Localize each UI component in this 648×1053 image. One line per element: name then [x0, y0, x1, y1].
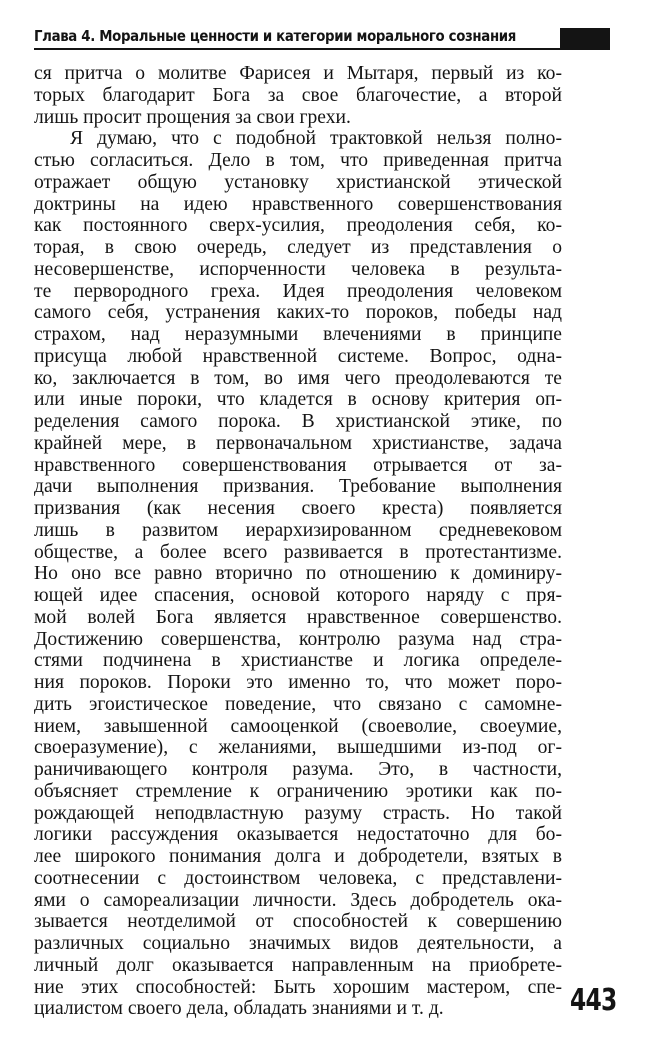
body-text	[34, 63, 562, 1020]
text-line: рождающей неподвластную разуму страсть. Но такой	[34, 802, 562, 824]
text-line: раничивающего контроля разума. Это, в частности,	[34, 759, 562, 780]
text-line: обществе, а более всего развивается в протестантизме.	[34, 541, 562, 563]
text-line: личный долг оказывается направленным на приобрете-	[34, 954, 562, 976]
text-line: объясняет стремление к ограничению эротики как по-	[34, 780, 562, 802]
text-line: присуща любой нравственной системе. Вопрос, одна-	[34, 345, 562, 367]
text-line: циалистом своего дела, обладать знаниями и т. д.	[34, 998, 444, 1020]
text-line: ющей идее спасения, основой которого наряду с пря-	[34, 585, 562, 606]
text-line: торых благодарит Бога за свое благочестие, а второй	[34, 84, 562, 106]
text-line: ко, заключается в том, во имя чего преодолеваются те	[34, 367, 562, 389]
text-line: лишь просит прощения за свои грехи.	[34, 106, 351, 128]
text-line: нием, завышенной самооценкой (своеволие, своеумие,	[34, 715, 562, 737]
text-line: дачи выполнения призвания. Требование выполнения	[34, 476, 562, 498]
text-line: крайней мере, в первоначальном христианстве, задача	[34, 432, 562, 454]
text-line: ния пороков. Пороки это именно то, что может поро-	[34, 672, 562, 693]
text-line: или иные пороки, что кладется в основу критерия оп-	[34, 389, 562, 411]
text-line: лишь в развитом иерархизированном средневековом	[34, 519, 562, 541]
text-line: лее широкого понимания долга и добродетели, взятых в	[34, 846, 562, 867]
text-line: те первородного греха. Идея преодоления человеком	[34, 280, 562, 302]
text-line: призвания (как несения своего креста) появляется	[34, 498, 562, 519]
text-line: стями подчинена в христианстве и логика определе-	[34, 650, 562, 672]
text-line: как постоянного сверх-усилия, преодоления себя, ко-	[34, 215, 562, 237]
text-line: ределения самого порока. В христианской этике, по	[34, 411, 562, 432]
text-line: своеразумение), с желаниями, вышедшими из-под ог-	[34, 737, 562, 759]
text-line: зывается неотделимой от способностей к совершению	[34, 911, 562, 933]
chapter-title: Глава 4. Моральные ценности и категории морального сознания	[34, 27, 517, 45]
text-line: различных социально значимых видов деятельности, а	[34, 933, 562, 954]
text-line: доктрины на идею нравственного совершенствования	[34, 193, 562, 215]
text-line: ями о самореализации личности. Здесь добродетель ока-	[34, 889, 562, 911]
header-black-bar	[560, 28, 610, 48]
text-line: ся притча о молитве Фарисея и Мытаря, первый из ко-	[34, 63, 562, 84]
text-line: соотнесении с достоинством человека, с представлени-	[34, 867, 562, 889]
text-line: Я думаю, что с подобной трактовкой нельзя полно-	[70, 128, 562, 150]
running-header	[34, 26, 610, 50]
text-line: логики рассуждения оказывается недостаточно для бо-	[34, 824, 562, 846]
text-line: Но оно все равно вторично по отношению к доминиру-	[34, 563, 562, 585]
text-line: мой волей Бога является нравственное совершенство.	[34, 606, 562, 628]
text-line: торая, в свою очередь, следует из представления о	[34, 237, 562, 258]
text-line: ние этих способностей: Быть хорошим мастером, спе-	[34, 976, 562, 998]
text-line: страхом, над неразумными влечениями в принципе	[34, 324, 562, 345]
text-line: отражает общую установку христианской этической	[34, 171, 562, 193]
text-line: несовершенстве, испорченности человека в результа-	[34, 258, 562, 280]
text-line: нравственного совершенствования отрывается от за-	[34, 454, 562, 476]
text-line: стью согласиться. Дело в том, что приведенная притча	[34, 150, 562, 171]
text-line: дить эгоистическое поведение, что связано с самомне-	[34, 693, 562, 715]
text-line: Достижению совершенства, контролю разума над стра-	[34, 628, 562, 650]
page-number: 443	[570, 983, 617, 1018]
text-line: самого себя, устранения каких-то пороков, победы над	[34, 302, 562, 324]
